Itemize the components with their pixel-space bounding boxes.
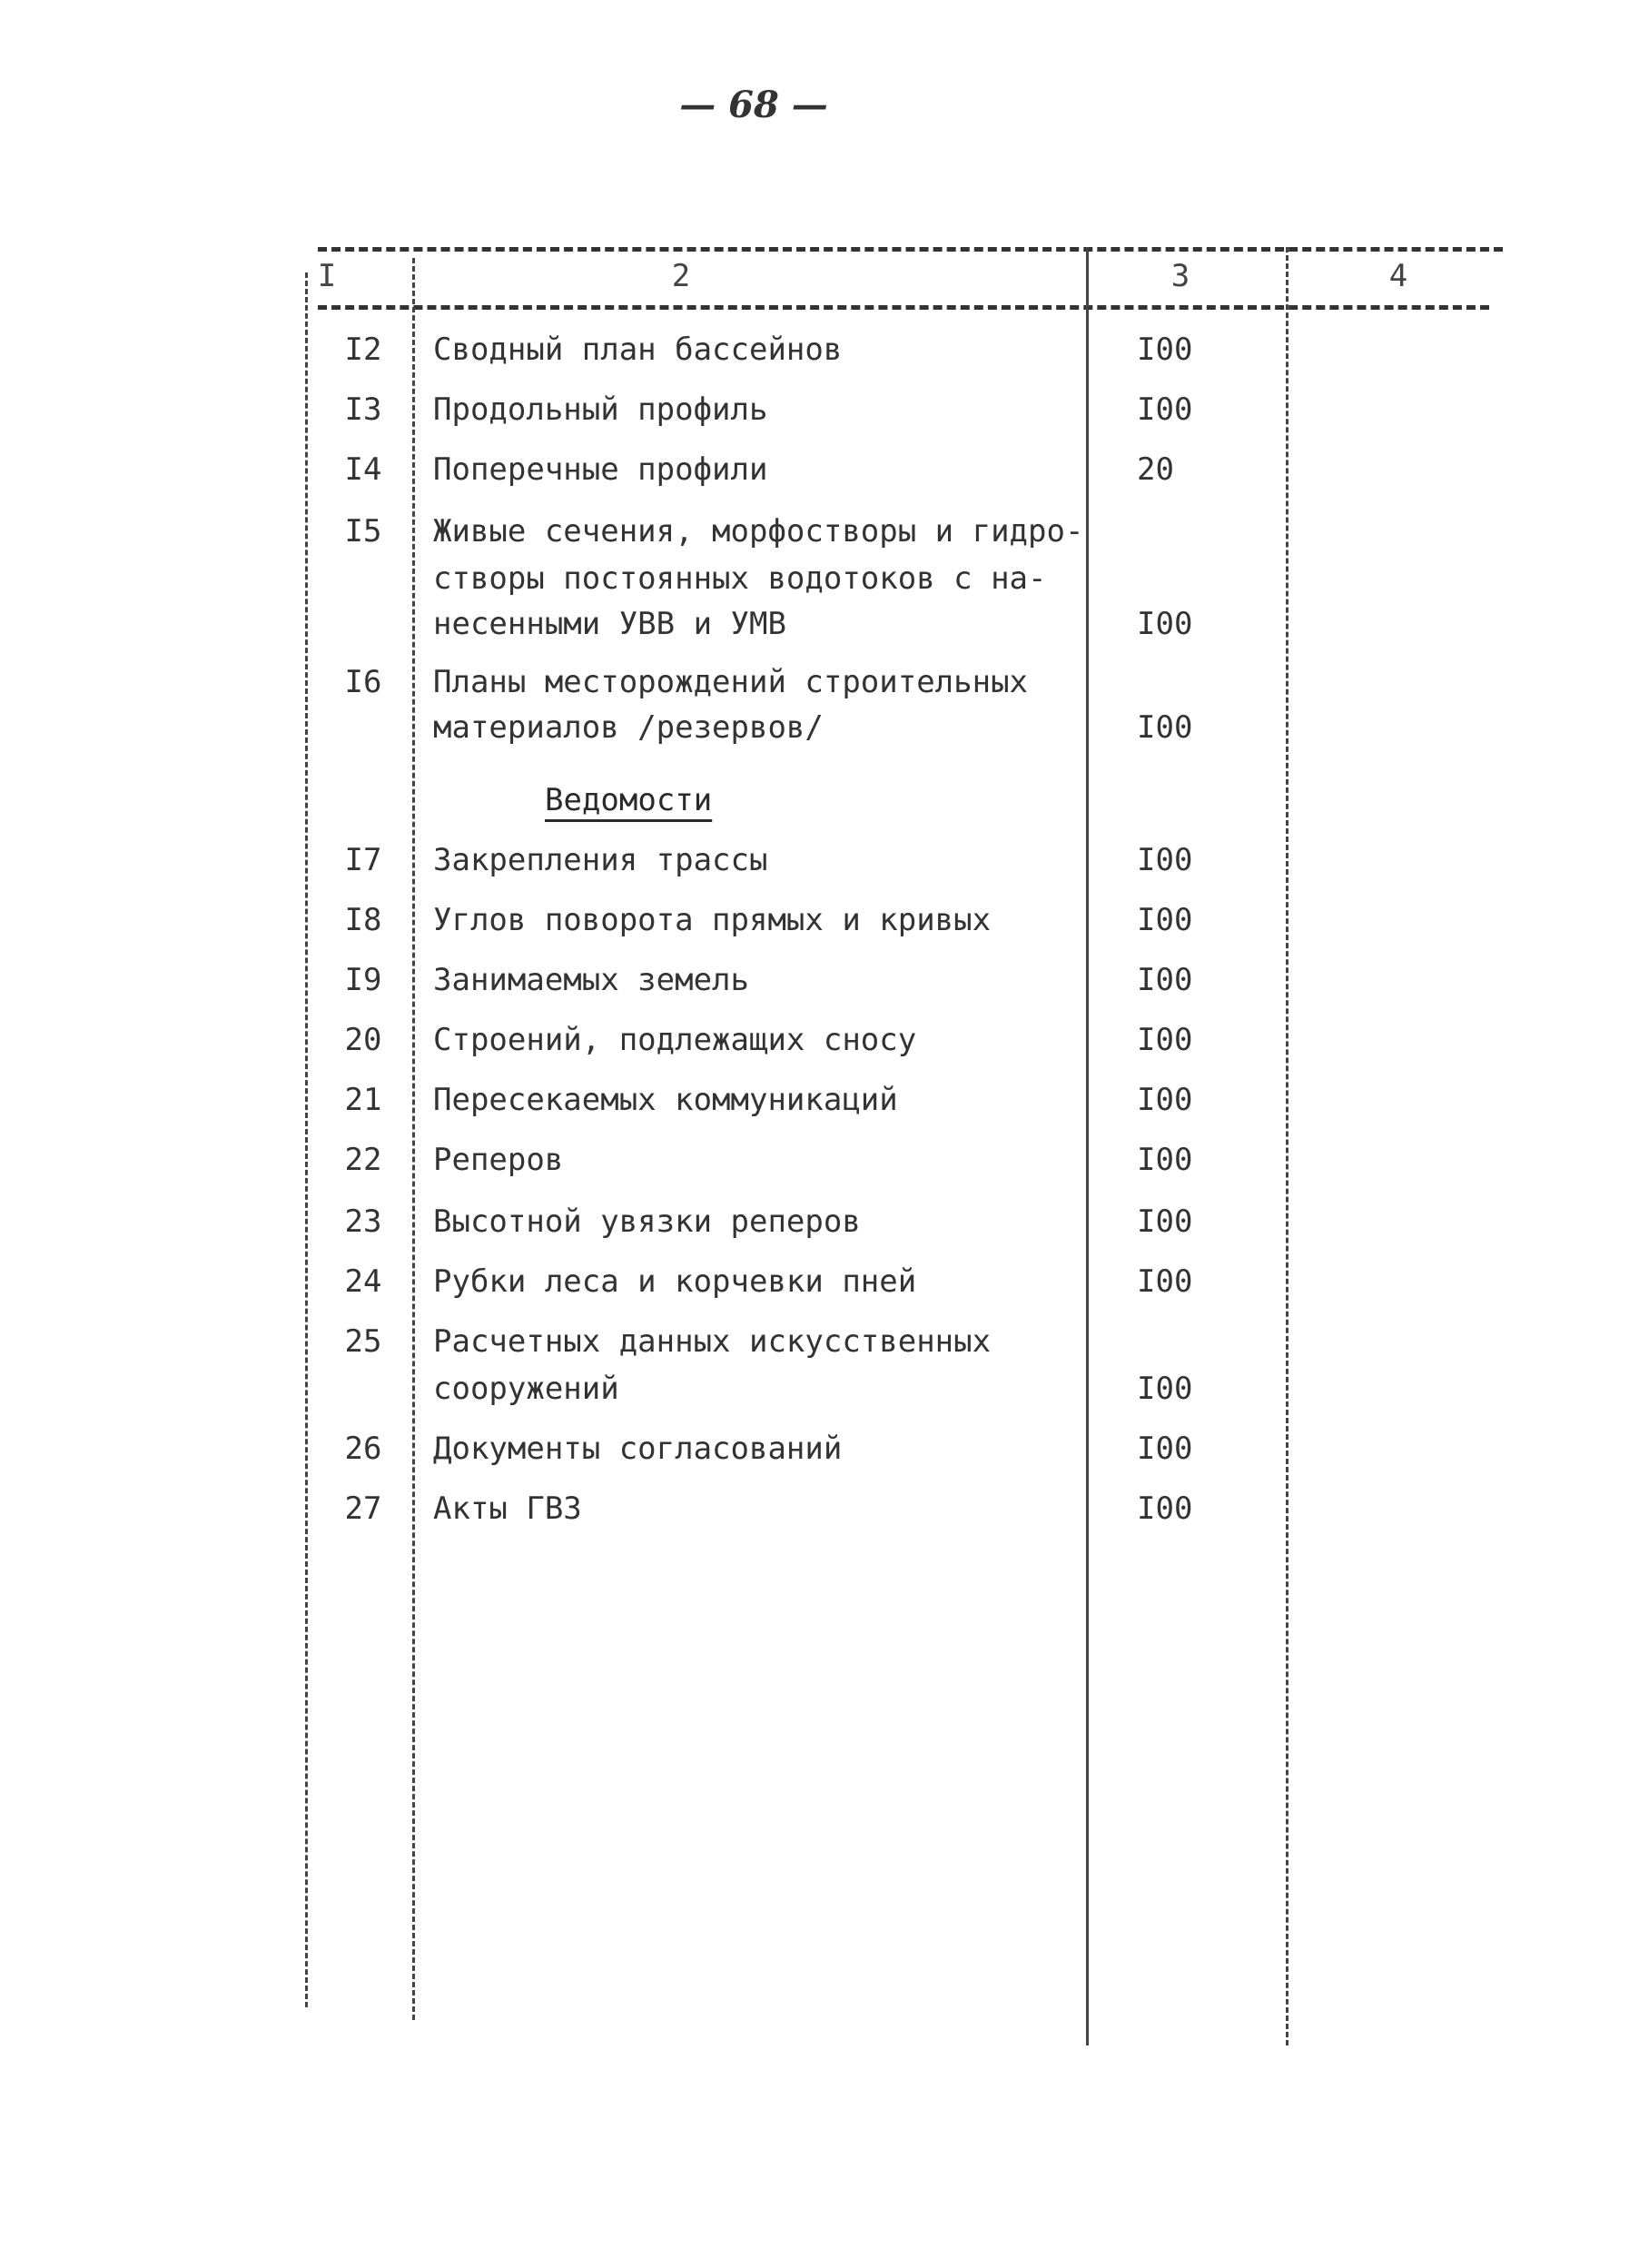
row-number: I5: [344, 513, 382, 550]
row-number: I7: [344, 842, 382, 878]
row-quantity: I00: [1137, 1263, 1193, 1300]
page-number: — 68 —: [679, 84, 828, 126]
row-quantity: I00: [1137, 1142, 1193, 1178]
row-quantity: I00: [1137, 332, 1193, 368]
header-bottom-rule: [318, 305, 1489, 310]
row-number: I9: [344, 962, 382, 998]
row-description: Строений, подлежащих сносу: [433, 1022, 917, 1058]
row-number: I3: [344, 391, 382, 428]
row-description: Живые сечения, морфостворы и гидро-: [433, 513, 1084, 550]
row-description: Планы месторождений строительных: [433, 664, 1029, 700]
left-border: [305, 272, 308, 2007]
header-col-4: 4: [1388, 258, 1408, 294]
row-number: I6: [344, 664, 382, 700]
row-description: Документы согласований: [433, 1431, 843, 1467]
row-quantity: I00: [1137, 842, 1193, 878]
row-description: Продольный профиль: [433, 391, 768, 428]
col-divider-2: [1086, 247, 1089, 2045]
row-number: 22: [344, 1142, 382, 1178]
row-quantity: I00: [1137, 1431, 1193, 1467]
header-col-3: 3: [1170, 258, 1190, 294]
header-col-2: 2: [671, 258, 691, 294]
row-quantity: I00: [1137, 1203, 1193, 1240]
row-quantity: I00: [1137, 962, 1193, 998]
table-top-rule: [318, 247, 1503, 252]
row-description: Закрепления трассы: [433, 842, 768, 878]
row-number: I2: [344, 332, 382, 368]
row-number: I4: [344, 451, 382, 488]
section-subheading: Ведомости: [545, 782, 713, 818]
row-description: Сводный план бассейнов: [433, 332, 843, 368]
row-quantity: I00: [1137, 1022, 1193, 1058]
row-quantity: 20: [1137, 451, 1174, 488]
header-col-1: I: [317, 258, 337, 294]
row-description: несенными УВВ и УМВ: [433, 606, 786, 642]
row-quantity: I00: [1137, 606, 1193, 642]
row-number: 20: [344, 1022, 382, 1058]
row-description: Углов поворота прямых и кривых: [433, 902, 992, 938]
row-description: Рубки леса и корчевки пней: [433, 1263, 917, 1300]
row-description: Высотной увязки реперов: [433, 1203, 861, 1240]
row-number: 21: [344, 1082, 382, 1118]
row-quantity: I00: [1137, 1082, 1193, 1118]
row-description: Расчетных данных искусственных: [433, 1323, 992, 1360]
row-number: 25: [344, 1323, 382, 1360]
row-description: Пересекаемых коммуникаций: [433, 1082, 898, 1118]
col-divider-1: [412, 258, 415, 2020]
row-number: 26: [344, 1431, 382, 1467]
row-number: 27: [344, 1491, 382, 1527]
row-quantity: I00: [1137, 391, 1193, 428]
col-divider-3: [1286, 247, 1288, 2045]
row-description: Реперов: [433, 1142, 564, 1178]
row-number: 24: [344, 1263, 382, 1300]
row-description: материалов /резервов/: [433, 709, 824, 746]
row-quantity: I00: [1137, 709, 1193, 746]
row-number: I8: [344, 902, 382, 938]
row-description: Акты ГВЗ: [433, 1491, 582, 1527]
row-quantity: I00: [1137, 1491, 1193, 1527]
row-description: сооружений: [433, 1371, 619, 1407]
row-description: створы постоянных водотоков с на-: [433, 560, 1047, 597]
row-quantity: I00: [1137, 902, 1193, 938]
row-quantity: I00: [1137, 1371, 1193, 1407]
row-description: Занимаемых земель: [433, 962, 749, 998]
row-description: Поперечные профили: [433, 451, 768, 488]
row-number: 23: [344, 1203, 382, 1240]
